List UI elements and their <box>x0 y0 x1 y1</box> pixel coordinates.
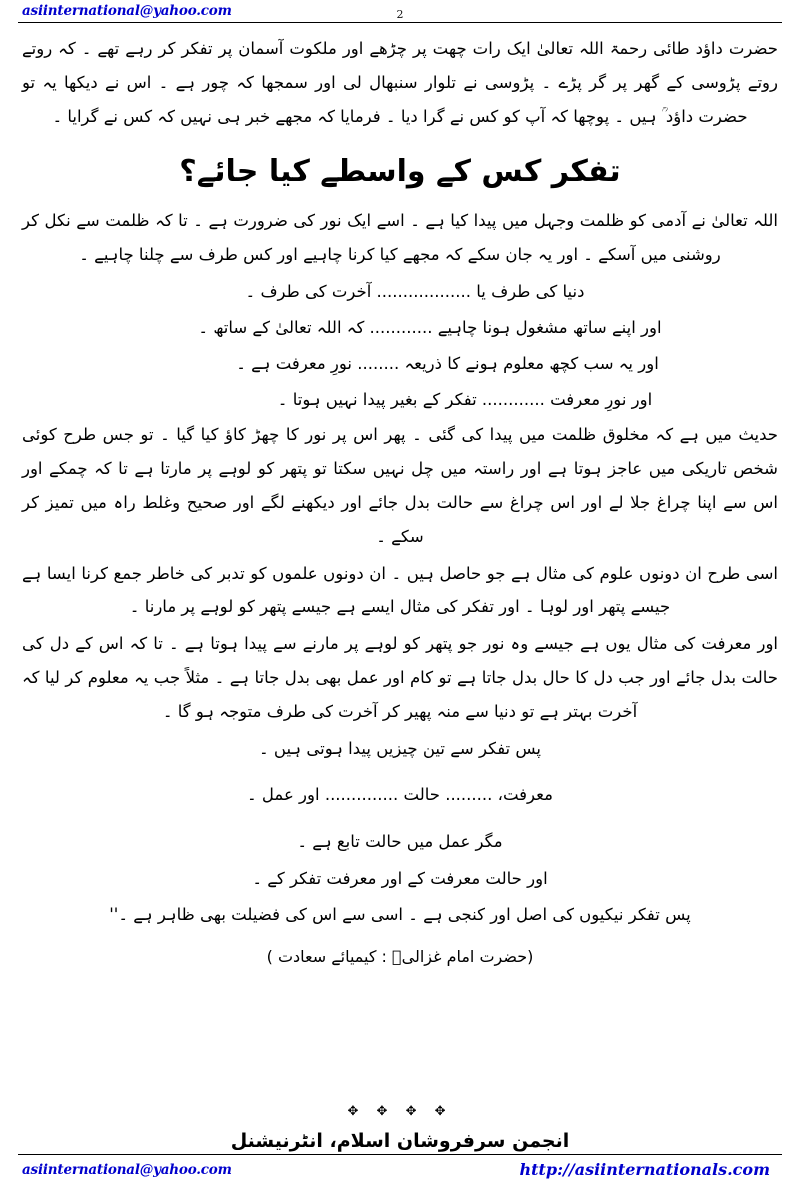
header-email-link[interactable]: asiinternational@yahoo.com <box>22 3 232 19</box>
paragraph-5: اور معرفت کی مثال یوں ہے جیسے وہ نور جو پتھر کو لوہے پر مارنے سے پیدا ہوتا ہے ۔ تا کہ اس کے دل کی حالت بدل جائے اور جب دل کا حال بدل جاتا ہے تو کام اور عمل بھی بدل جاتا ہے ۔ مثلاً جب یہ معلوم کر لیا کہ آخرت بہتر ہے تو دنیا سے منہ پھیر کر آخرت کی طرف متوجہ ہو گا ۔ <box>22 634 778 721</box>
paragraph-2: اللہ تعالیٰ نے آدمی کو ظلمت وجہل میں پیدا کیا ہے ۔ اسے ایک نور کی ضرورت ہے ۔ تا کہ ظلمت سے نکل کر روشنی میں آسکے ۔ اور یہ جان سکے کہ مجھے کیا کرنا چاہیے اور کس طرف سے چلنا چاہیے ۔ <box>22 211 778 265</box>
paragraph-3: حدیث میں ہے کہ مخلوق ظلمت میں پیدا کی گئی ۔ پھر اس پر نور کا چھڑ کاؤ کیا گیا ۔ تو جس طرح کوئی شخص تاریکی میں عاجز ہوتا ہے اور راستہ میں چل نہیں سکتا تو پتھر کو لوہے پر مارتا ہے تا کہ چمکے اور اس سے اپنا چراغ جلا لے اور اس چراغ سے حالت بدل جائے اور دیکھنے لگے اور صحیح وغلط راہ میں تمیز کر سکے ۔ <box>22 425 778 546</box>
page-number: 2 <box>396 8 404 21</box>
organization-name: انجمن سرفروشان اسلام، انٹرنیشنل <box>230 1130 570 1152</box>
leader-line-2: اور اپنے ساتھ مشغول ہونا چاہیے ............ کہ اللہ تعالیٰ کے ساتھ ۔ <box>198 317 662 337</box>
header-divider <box>18 22 782 23</box>
paragraph-4: اسی طرح ان دونوں علوم کی مثال ہے جو حاصل ہیں ۔ ان دونوں علموں کو تدبر کی خاطر جمع کرنا ایسا ہے جیسے پتھر اور لوہا ۔ اور تفکر کی مثال ایسے ہے جیسے پتھر کو لوہے پر مارنا ۔ <box>22 563 778 617</box>
footer-email-link[interactable]: asiinternational@yahoo.com <box>22 1162 232 1178</box>
paragraph-opening: حضرت داؤد طائی رحمۃ اللہ تعالیٰ ایک رات چھت پر چڑھے اور ملکوت آسمان پر تفکر کر رہے تھے ۔ کہ روتے روتے پڑوسی کے گھر پر گر پڑے ۔ پڑوسی نے تلوار سنبھال لی اور سمجھا کہ چور ہے ۔ اس نے دیکھا یہ تو حضرت داؤد ؒ ہیں ۔ پوچھا کہ آپ کو کس نے گرا دیا ۔ فرمایا کہ مجھے خبر ہی نہیں کہ کس نے گرایا ۔ <box>22 39 778 126</box>
leader-line-4: اور نورِ معرفت ............ تفکر کے بغیر پیدا نہیں ہوتا ۔ <box>277 389 653 409</box>
closing-line-2: اور حالت معرفت کے اور معرفت تفکر کے ۔ <box>252 868 548 888</box>
triad-line: معرفت، ......... حالت .............. اور عمل ۔ <box>247 785 553 805</box>
closing-line-3: پس تفکر نیکیوں کی اصل اور کنجی ہے ۔ اسی سے اس کی فضیلت بھی ظاہر ہے ۔'' <box>109 905 691 925</box>
footer-website-link[interactable]: http://asiinternationals.com <box>519 1160 770 1179</box>
leader-line-3: اور یہ سب کچھ معلوم ہونے کا ذریعہ ........ نورِ معرفت ہے ۔ <box>236 353 659 373</box>
footer-divider <box>18 1154 782 1155</box>
page-footer <box>0 1154 800 1200</box>
paragraph-6: پس تفکر سے تین چیزیں پیدا ہوتی ہیں ۔ <box>258 738 542 758</box>
leader-line-1: دنیا کی طرف یا .................. آخرت کی طرف ۔ <box>245 282 585 302</box>
document-body <box>18 32 782 1090</box>
section-heading: تفکر کس کے واسطے کیا جائے؟ <box>179 154 621 190</box>
closing-line-1: مگر عمل میں حالت تابع ہے ۔ <box>297 831 503 851</box>
ornament-separator: ✥ ✥ ✥ ✥ <box>347 1104 453 1119</box>
source-attribution: (حضرت امام غزالیؒ : کیمیائے سعادت ) <box>266 946 534 966</box>
